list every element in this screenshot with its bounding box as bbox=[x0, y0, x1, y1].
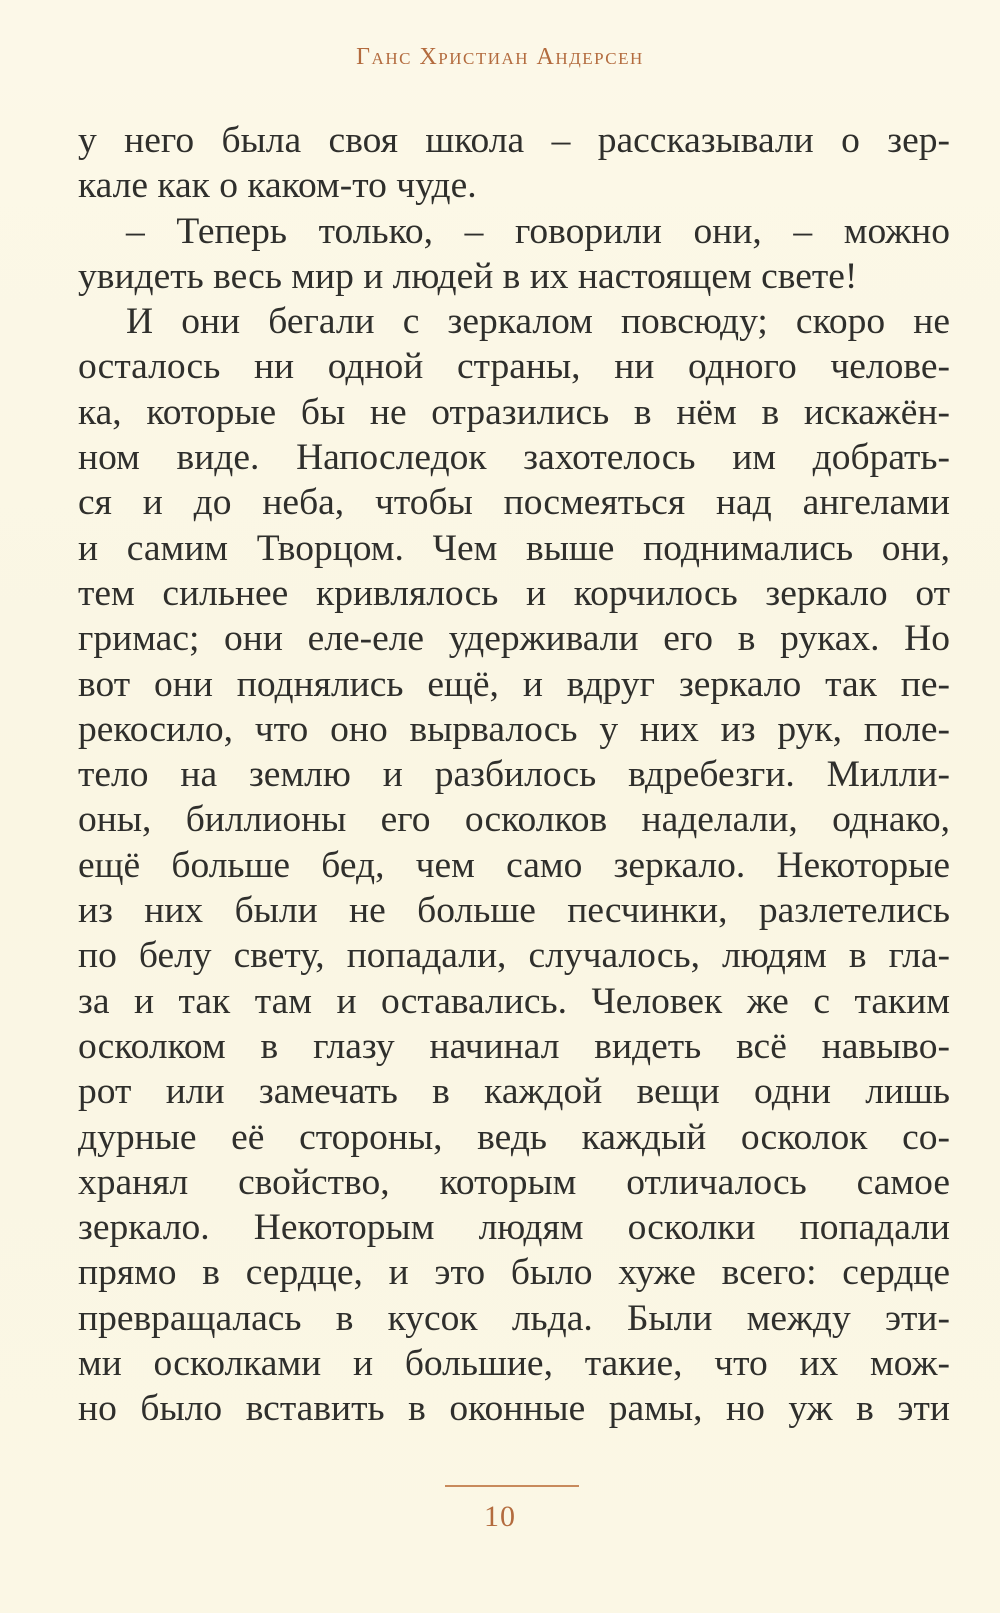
text-line: ещё больше бед, чем само зеркало. Некоторые bbox=[78, 844, 950, 886]
text-line: зеркало. Некоторым людям осколки попадали bbox=[78, 1207, 950, 1249]
text-line: по белу свету, попадали, случалось, людям в гла- bbox=[78, 935, 950, 977]
text-line: прямо в сердце, и это было хуже всего: сердце bbox=[78, 1252, 950, 1294]
text-line: И они бегали с зеркалом повсюду; скоро не bbox=[126, 301, 950, 343]
running-head: Ганс Христиан Андерсен bbox=[356, 44, 644, 70]
text-line: осколком в глазу начинал видеть всё навыво- bbox=[78, 1025, 950, 1067]
text-line: оны, биллионы его осколков наделали, однако, bbox=[78, 799, 950, 841]
text-line: рот или замечать в каждой вещи одни лишь bbox=[78, 1071, 950, 1113]
text-line: увидеть весь мир и людей в их настоящем свете! bbox=[78, 255, 858, 297]
text-line: – Теперь только, – говорили они, – можно bbox=[126, 210, 950, 252]
text-line: но было вставить в оконные рамы, но уж в эти bbox=[78, 1388, 950, 1430]
text-line: кале как о каком-то чуде. bbox=[78, 165, 477, 207]
text-line: рекосило, что оно вырвалось у них из рук, поле- bbox=[78, 708, 950, 750]
text-line: дурные её стороны, ведь каждый осколок со- bbox=[78, 1116, 950, 1158]
text-line: и самим Творцом. Чем выше поднимались они, bbox=[78, 527, 950, 569]
body-text bbox=[78, 118, 950, 1432]
text-line: ся и до неба, чтобы посмеяться над ангелами bbox=[78, 482, 950, 524]
text-line: превращалась в кусок льда. Были между эти- bbox=[78, 1297, 950, 1339]
text-line: вот они поднялись ещё, и вдруг зеркало так пе- bbox=[78, 663, 950, 705]
text-line: у него была своя школа – рассказывали о зер- bbox=[78, 120, 950, 161]
footer-rule bbox=[445, 1485, 579, 1487]
text-line: хранял свойство, которым отличалось самое bbox=[78, 1161, 950, 1203]
text-line: ном виде. Напоследок захотелось им добрать- bbox=[78, 437, 950, 479]
text-line: гримас; они еле-еле удерживали его в руках. Но bbox=[78, 618, 950, 660]
text-line: ка, которые бы не отразились в нём в искажён- bbox=[78, 391, 950, 433]
text-line: ми осколками и большие, такие, что их мож- bbox=[78, 1343, 950, 1385]
text-line: тело на землю и разбилось вдребезги. Милли- bbox=[78, 754, 950, 796]
page-number: 10 bbox=[484, 1500, 516, 1533]
text-line: из них были не больше песчинки, разлетелись bbox=[78, 890, 950, 932]
text-line: за и так там и оставались. Человек же с таким bbox=[78, 980, 950, 1022]
text-line: тем сильнее кривлялось и корчилось зеркало от bbox=[78, 572, 950, 614]
text-line: осталось ни одной страны, ни одного челове- bbox=[78, 346, 950, 388]
